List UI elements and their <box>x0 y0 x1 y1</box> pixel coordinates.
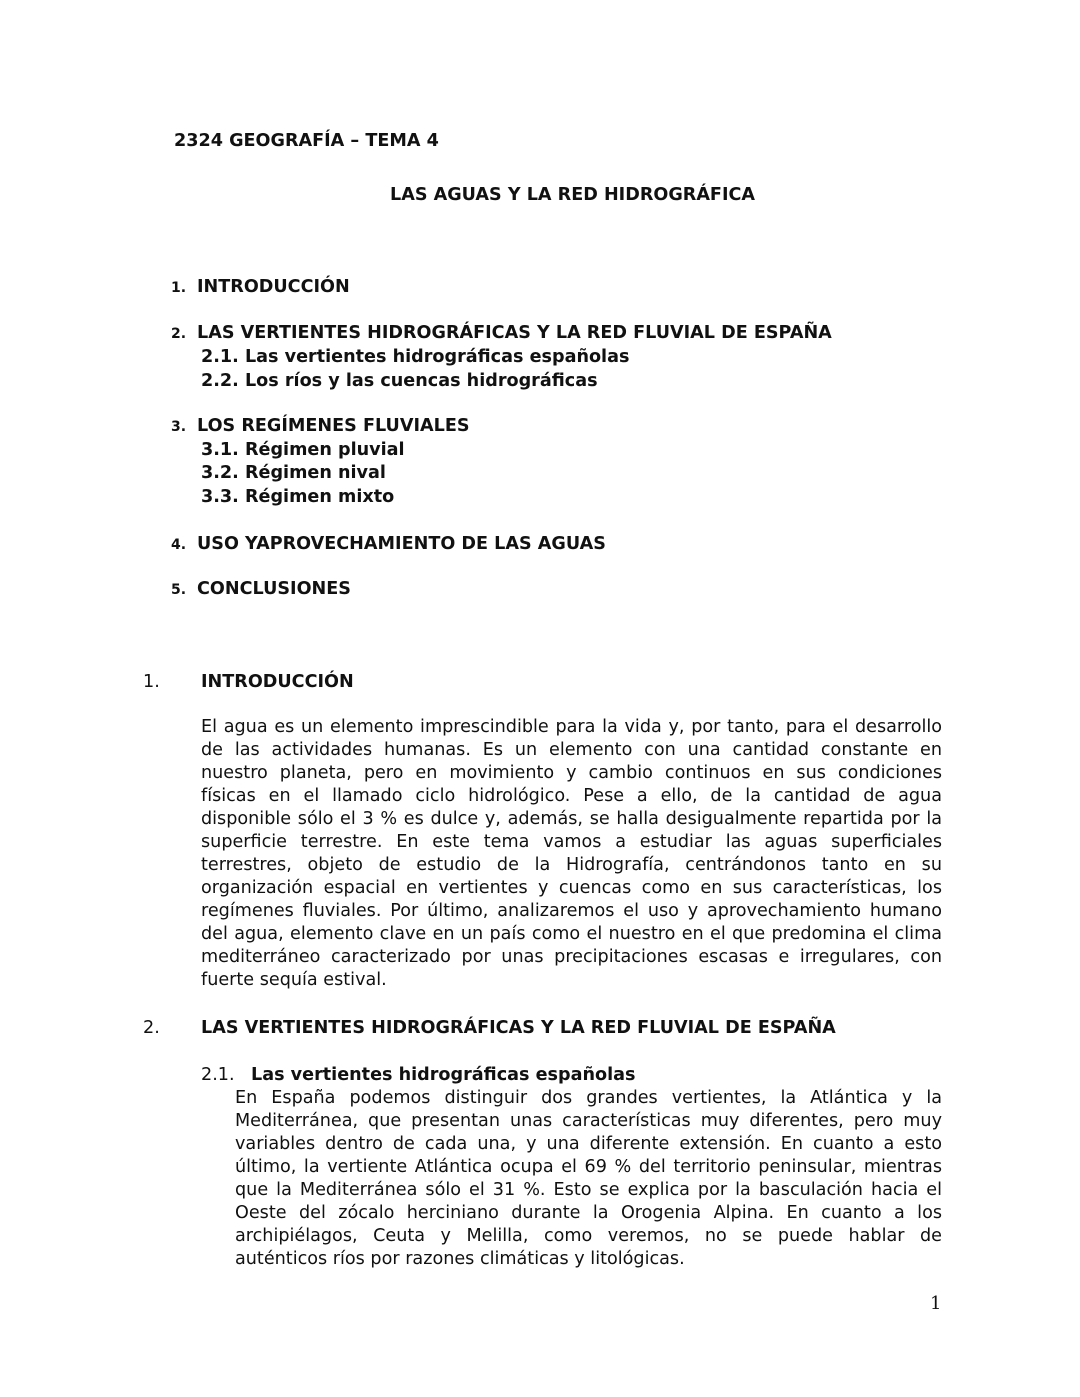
toc-item-number: 1. <box>171 280 187 296</box>
subsection-2-1-number: 2.1. <box>201 1065 235 1085</box>
paragraph-line: auténticos ríos por razones climáticas y litológicas. <box>235 1249 685 1269</box>
toc-subitem-3-2: 3.2. Régimen nival <box>201 463 386 483</box>
paragraph-line: En España podemos distinguir dos grandes vertientes, la Atlántica y la <box>235 1088 942 1108</box>
toc-subitem-2-2: 2.2. Los ríos y las cuencas hidrográficas <box>201 371 598 391</box>
toc-item-number: 3. <box>171 419 187 435</box>
paragraph-line: Oeste del zócalo herciniano durante la Orogenia Alpina. En cuanto a los <box>235 1203 942 1223</box>
toc-subitem-3-3: 3.3. Régimen mixto <box>201 487 395 507</box>
paragraph-line: nuestro planeta, pero en movimiento y cambio continuos en sus condiciones <box>201 763 942 783</box>
toc-item-number: 2. <box>171 326 187 342</box>
toc-item-number: 4. <box>171 537 187 553</box>
paragraph-line: regímenes fluviales. Por último, analizaremos el uso y aprovechamiento humano <box>201 901 942 921</box>
toc-item-label: INTRODUCCIÓN <box>197 277 350 297</box>
paragraph-line: de las actividades humanas. Es un elemento con una cantidad constante en <box>201 740 942 760</box>
paragraph-line: físicas en el llamado ciclo hidrológico. Pese a ello, de la cantidad de agua <box>201 786 942 806</box>
toc-item-number: 5. <box>171 582 187 598</box>
subsection-2-1-heading: Las vertientes hidrográficas españolas <box>251 1065 636 1085</box>
toc-item-label: LOS REGÍMENES FLUVIALES <box>197 416 470 436</box>
toc-item-5 <box>171 578 351 602</box>
paragraph-line: disponible sólo el 3 % es dulce y, además, se halla desigualmente repartida por la <box>201 809 942 829</box>
section-1-number: 1. <box>143 672 160 692</box>
paragraph-line: archipiélagos, Ceuta y Melilla, como veremos, no se puede hablar de <box>235 1226 942 1246</box>
toc-item-2 <box>171 322 832 346</box>
toc-subitem-2-1: 2.1. Las vertientes hidrográficas españolas <box>201 347 630 367</box>
toc-item-3 <box>171 415 470 439</box>
paragraph-line: El agua es un elemento imprescindible para la vida y, por tanto, para el desarrollo <box>201 717 942 737</box>
paragraph-line: del agua, elemento clave en un país como el nuestro en el que predomina el clima <box>201 924 942 944</box>
section-2-number: 2. <box>143 1018 160 1038</box>
toc-item-label: LAS VERTIENTES HIDROGRÁFICAS Y LA RED FLUVIAL DE ESPAÑA <box>197 323 832 343</box>
toc-item-4 <box>171 533 606 557</box>
paragraph-line: superficie terrestre. En este tema vamos a estudiar las aguas superficiales <box>201 832 942 852</box>
section-1-heading: INTRODUCCIÓN <box>201 672 354 692</box>
section-1-paragraph <box>201 716 942 992</box>
toc-item-label: CONCLUSIONES <box>197 579 351 599</box>
paragraph-line: Mediterránea, que presentan unas características muy diferentes, pero muy <box>235 1111 942 1131</box>
paragraph-line: organización espacial en vertientes y cuencas como en sus características, los <box>201 878 942 898</box>
document-title: LAS AGUAS Y LA RED HIDROGRÁFICA <box>390 185 756 205</box>
paragraph-line: variables dentro de cada una, y una diferente extensión. En cuanto a esto <box>235 1134 942 1154</box>
page-number: 1 <box>930 1293 942 1314</box>
paragraph-line: que la Mediterránea sólo el 31 %. Esto se explica por la basculación hacia el <box>235 1180 942 1200</box>
document-course-title: 2324 GEOGRAFÍA – TEMA 4 <box>174 131 439 151</box>
section-2-heading: LAS VERTIENTES HIDROGRÁFICAS Y LA RED FLUVIAL DE ESPAÑA <box>201 1018 836 1038</box>
toc-item-label: USO YAPROVECHAMIENTO DE LAS AGUAS <box>197 534 606 554</box>
paragraph-line: mediterráneo caracterizado por unas precipitaciones escasas e irregulares, con <box>201 947 942 967</box>
paragraph-line: fuerte sequía estival. <box>201 970 387 990</box>
toc-item-1 <box>171 276 350 300</box>
toc-subitem-3-1: 3.1. Régimen pluvial <box>201 440 405 460</box>
paragraph-line: último, la vertiente Atlántica ocupa el 69 % del territorio peninsular, mientras <box>235 1157 942 1177</box>
subsection-2-1-paragraph <box>235 1087 942 1271</box>
paragraph-line: terrestres, objeto de estudio de la Hidrografía, centrándonos tanto en su <box>201 855 942 875</box>
